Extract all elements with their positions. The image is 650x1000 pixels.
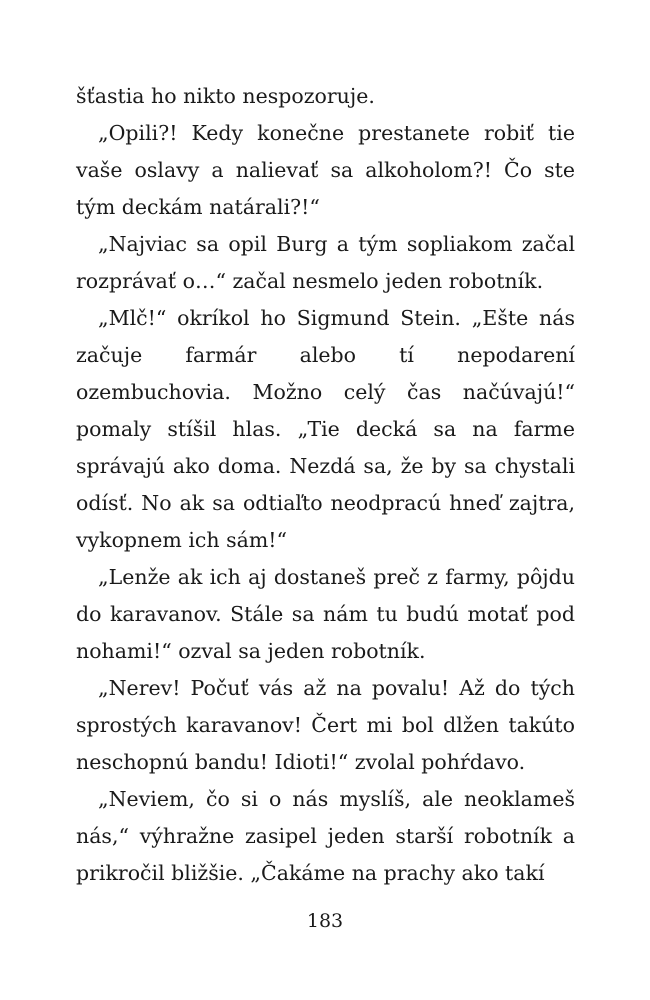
page-number: 183	[306, 910, 344, 932]
paragraph-6: „Nerev! Počuť vás až na povalu! Až do tých sprostých karavanov! Čert mi bol dlžen takúto neschopnú bandu! Idioti!“ zvolal pohŕdavo.	[76, 676, 575, 774]
paragraph-5: „Lenže ak ich aj dostaneš preč z farmy, pôjdu do karavanov. Stále sa nám tu budú motať pod nohami!“ ozval sa jeden robotník.	[76, 565, 575, 663]
paragraph-4: „Mlč!“ okríkol ho Sigmund Stein. „Ešte nás začuje farmár alebo tí nepodarení ozembuchovia. Možno celý čas načúvajú!“ pomaly stíšil hlas. „Tie decká sa na farme správajú ako doma. Nezdá sa, že by sa chystali odísť. No ak sa odtiaľto neodpracú hneď zajtra, vykopnem ich sám!“	[76, 306, 575, 552]
paragraph-7: „Neviem, čo si o nás myslíš, ale neoklameš nás,“ výhražne zasipel jeden starší robotník a prikročil bližšie. „Čakáme na prachy ako takí	[76, 787, 575, 885]
paragraph-1: šťastia ho nikto nespozoruje.	[76, 84, 375, 108]
paragraph-2: „Opili?! Kedy konečne prestanete robiť tie vaše oslavy a nalievať sa alkoholom?! Čo ste tým deckám natárali?!“	[76, 121, 575, 219]
page-text	[76, 78, 575, 892]
paragraph-3: „Najviac sa opil Burg a tým sopliakom začal rozprávať o…“ začal nesmelo jeden robotník.	[76, 232, 575, 293]
